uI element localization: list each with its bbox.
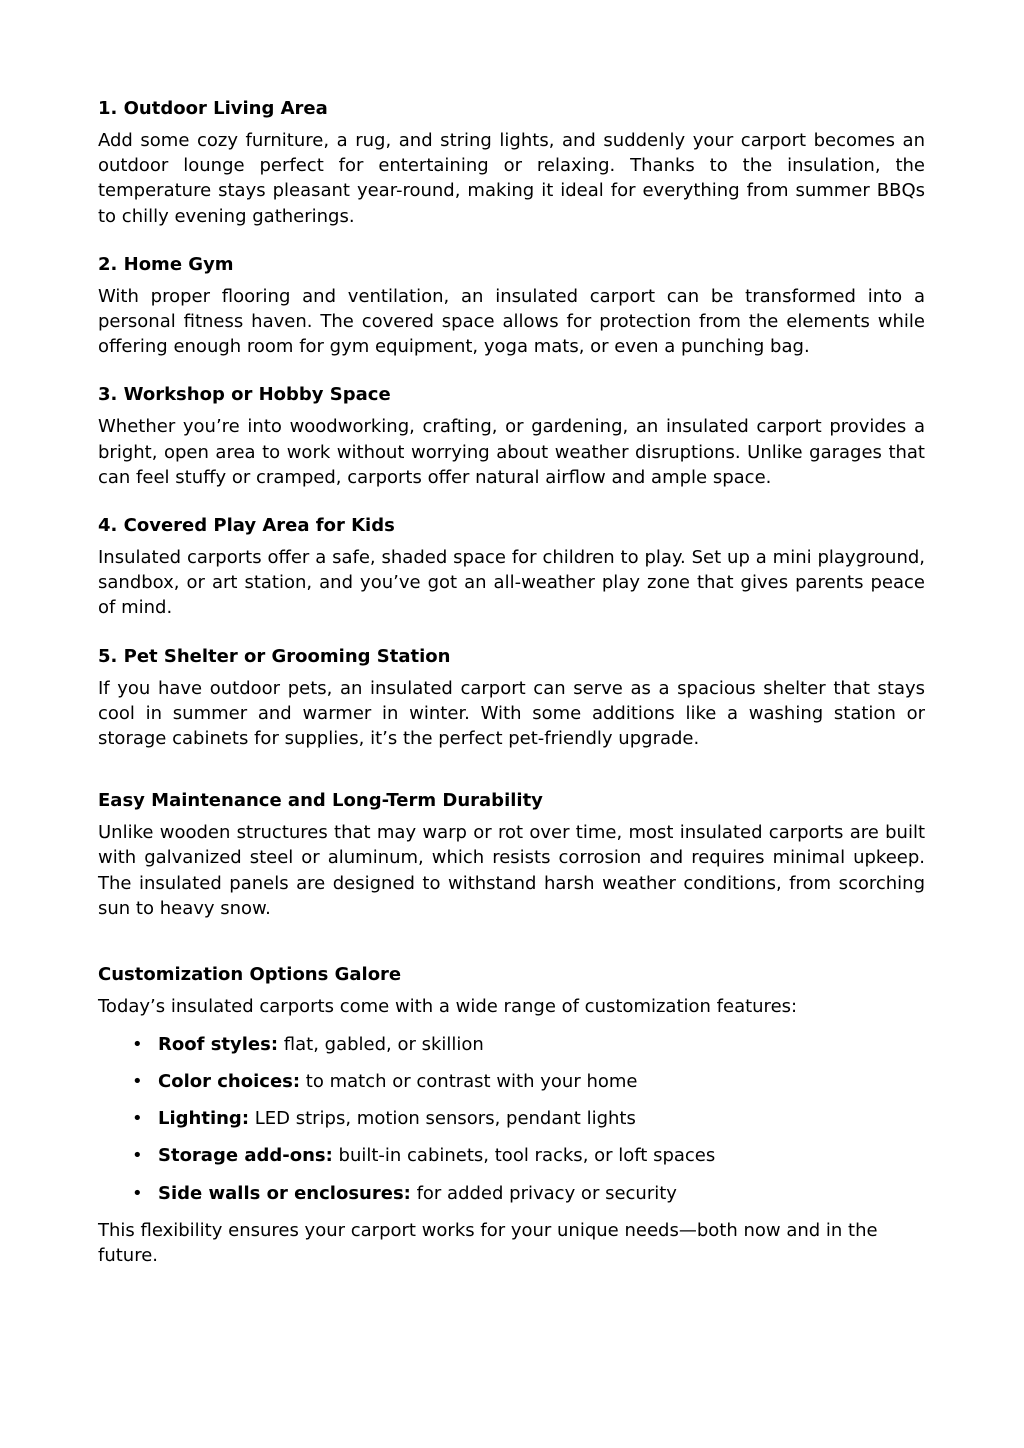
section-heading: 2. Home Gym [98,253,234,275]
section-home-gym [98,252,925,360]
bullet-icon: • [132,1145,143,1167]
list-item-detail: for added privacy or security [410,1182,677,1204]
section-heading: 5. Pet Shelter or Grooming Station [98,645,451,667]
section-maintenance [98,788,925,921]
list-item-detail: LED strips, motion sensors, pendant lights [249,1108,636,1130]
list-item-detail: to match or contrast with your home [300,1070,638,1092]
section-outdoor-living [98,96,925,229]
section-workshop [98,382,925,490]
maintenance-body: Unlike wooden structures that may warp or rot over time, most insulated carports are built with galvanized steel or aluminum, which resists corrosion and requires minimal upkeep. The insulated panels are designed to withstand harsh weather conditions, from scorching sun to heavy snow. [98,822,925,919]
list-item-term: Lighting: [158,1108,250,1130]
section-customization [98,962,925,1268]
section-pet-shelter [98,644,925,752]
bullet-icon: • [132,1182,143,1204]
document-page [98,96,925,1268]
bullet-icon: • [132,1070,143,1092]
section-body: With proper flooring and ventilation, an insulated carport can be transformed into a personal fitness haven. The covered space allows for protection from the elements while offering enough room for gym equipment, yoga mats, or even a punching bag. [98,285,925,358]
maintenance-heading: Easy Maintenance and Long-Term Durability [98,790,543,812]
section-body: Add some cozy furniture, a rug, and string lights, and suddenly your carport becomes an outdoor lounge perfect for entertaining or relaxing. Thanks to the insulation, the temperature stays pleasant year-round, making it ideal for everything from summer BBQs to chilly evening gatherings. [98,130,925,227]
bullet-icon: • [132,1033,143,1055]
list-item-term: Roof styles: [158,1033,279,1055]
section-heading: 4. Covered Play Area for Kids [98,515,395,537]
customization-list [98,1032,925,1206]
list-item-term: Color choices: [158,1070,301,1092]
bullet-icon: • [132,1108,143,1130]
customization-closing: This flexibility ensures your carport works for your unique needs—both now and in the future. [98,1219,878,1266]
list-item-term: Storage add-ons: [158,1145,333,1167]
list-item [132,1143,925,1168]
section-body: If you have outdoor pets, an insulated carport can serve as a spacious shelter that stays cool in summer and warmer in winter. With some additions like a washing station or storage cabinets for supplies, it’s the perfect pet-friendly upgrade. [98,677,925,750]
section-body: Insulated carports offer a safe, shaded space for children to play. Set up a mini playground, sandbox, or art station, and you’ve got an all-weather play zone that gives parents peace of mind. [98,547,925,619]
list-item [132,1069,925,1094]
list-item [132,1106,925,1131]
list-item [132,1181,925,1206]
section-play-area [98,513,925,621]
section-body: Whether you’re into woodworking, crafting, or gardening, an insulated carport provides a bright, open area to work without worrying about weather disruptions. Unlike garages that can feel stuffy or cramped, carports offer natural airflow and ample space. [98,416,925,488]
customization-heading: Customization Options Galore [98,964,402,986]
list-item-term: Side walls or enclosures: [158,1182,411,1204]
section-heading: 1. Outdoor Living Area [98,98,328,119]
list-item-detail: flat, gabled, or skillion [278,1033,484,1055]
list-item-detail: built-in cabinets, tool racks, or loft spaces [332,1145,716,1167]
section-heading: 3. Workshop or Hobby Space [98,384,391,406]
list-item [132,1032,925,1057]
customization-intro: Today’s insulated carports come with a wide range of customization features: [98,996,798,1018]
